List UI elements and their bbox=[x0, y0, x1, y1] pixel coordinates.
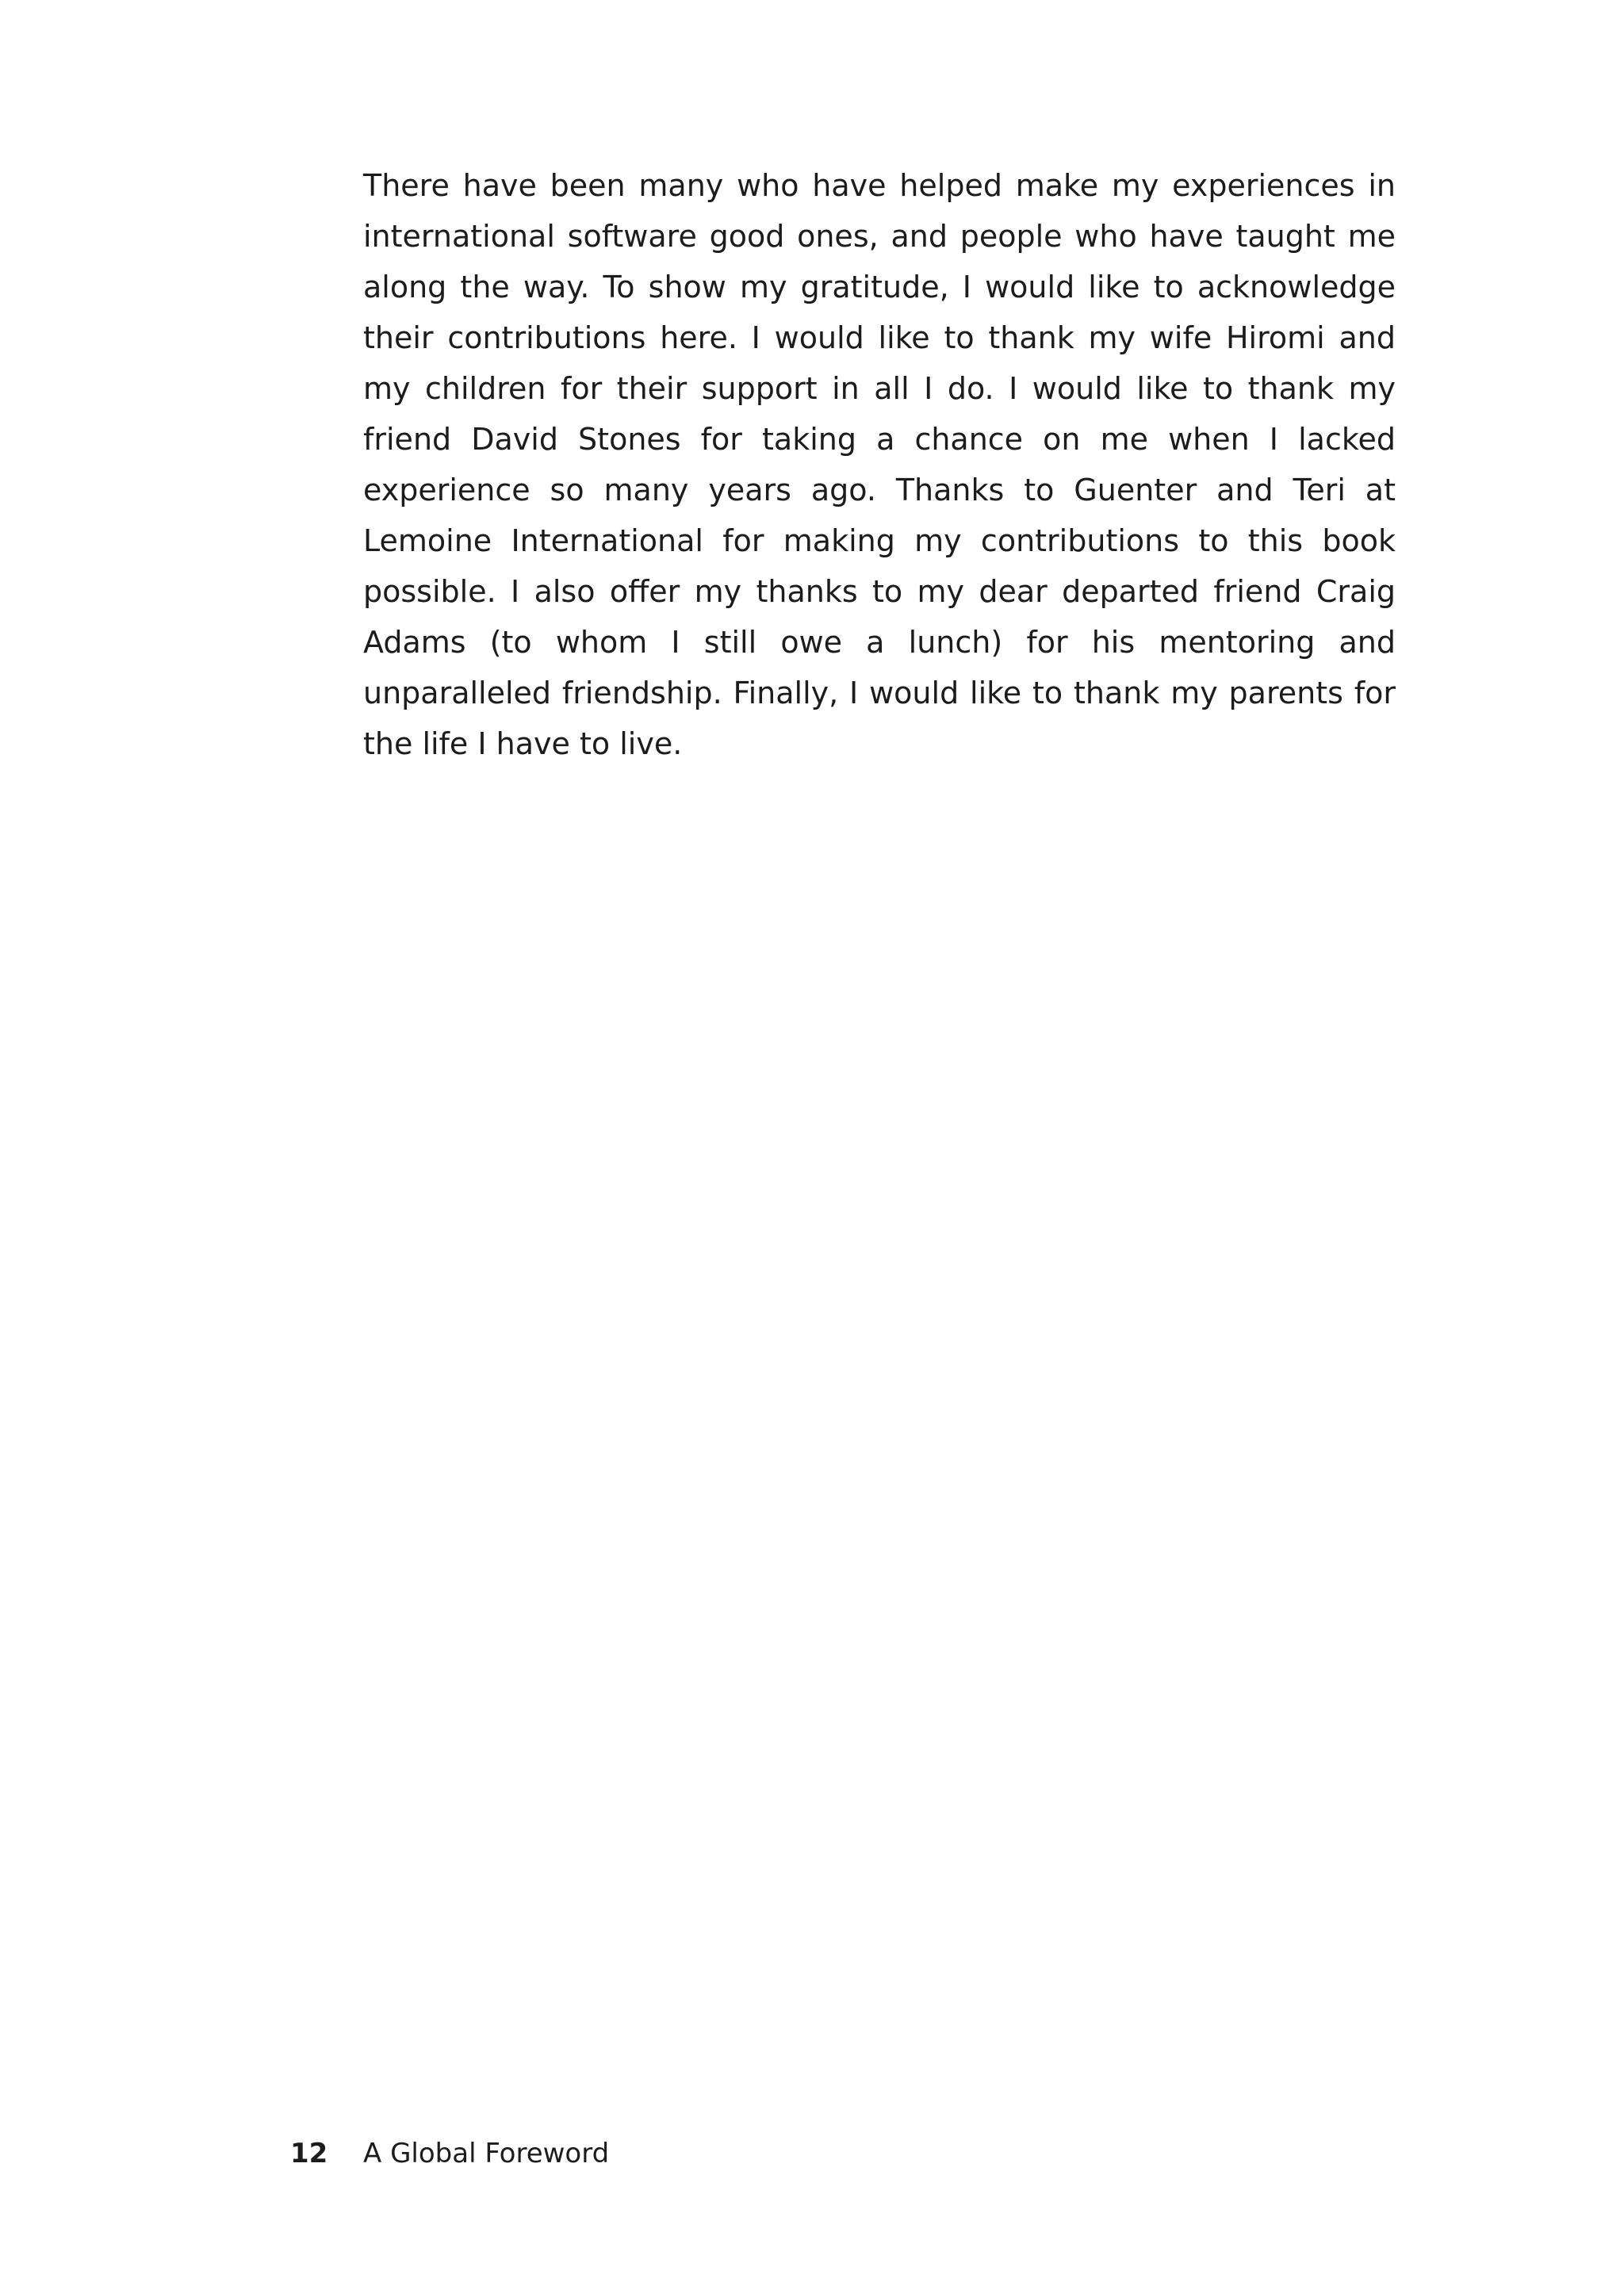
acknowledgement-paragraph: There have been many who have helped make my experiences in international software good ones, and people who have taught me along the way. To show my gratitude, I would like to acknowledge their contributions here. I would like to thank my wife Hiromi and my children for their support in all I do. I would like to thank my friend David Stones for taking a chance on me when I lacked experience so many years ago. Thanks to Guenter and Teri at Lemoine International for making my contributions to this book possible. I also offer my thanks to my dear departed friend Craig Adams (to whom I still owe a lunch) for his mentoring and unparalleled friendship. Finally, I would like to thank my parents for the life I have to live. bbox=[363, 168, 1396, 761]
running-title: A Global Foreword bbox=[363, 2138, 610, 2169]
page-number: 12 bbox=[290, 2138, 328, 2169]
page-footer bbox=[290, 2135, 609, 2173]
